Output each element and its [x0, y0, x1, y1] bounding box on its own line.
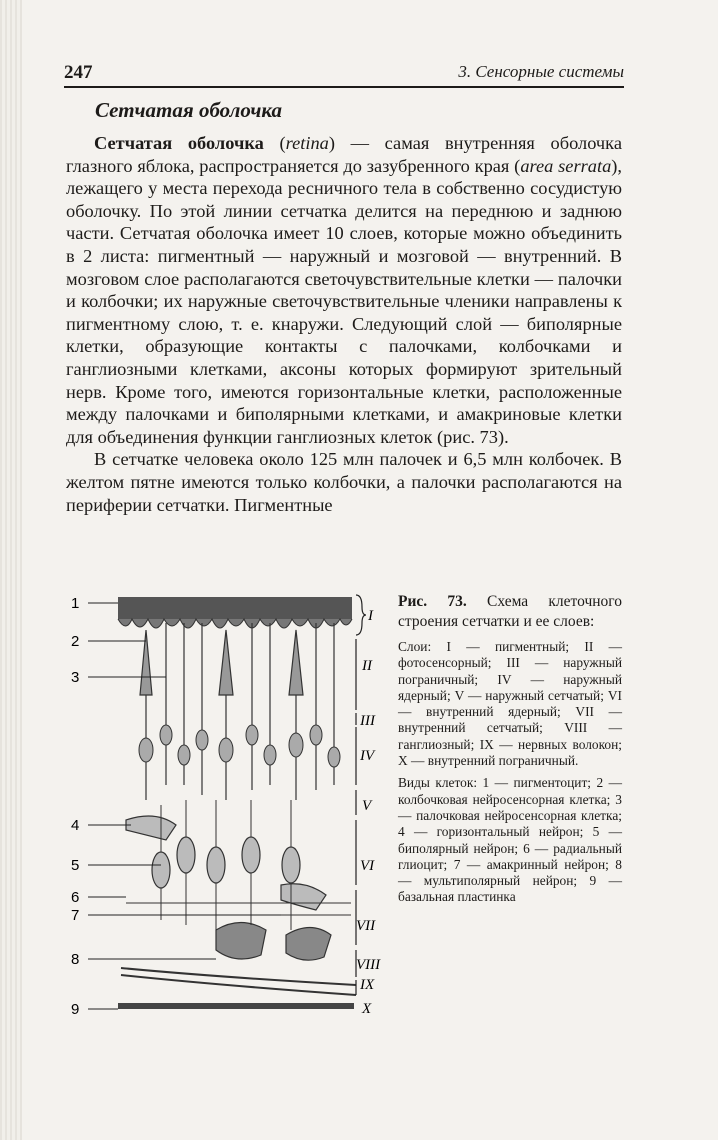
outer-nuclear-cells: [139, 725, 340, 767]
latin-term-2: area serrata: [520, 155, 612, 176]
layer-label-IV: IV: [360, 748, 375, 764]
layer-label-III: III: [360, 713, 375, 729]
photoreceptor-cells: [140, 623, 334, 800]
label-1: 1: [71, 595, 80, 612]
label-6: 6: [71, 889, 80, 906]
label-2: 2: [71, 633, 80, 650]
paragraph-1: Сетчатая оболочка (retina) — самая внутренняя оболочка глазного яблока, распространяется до зазубренного края (area serrata), лежащего у места перехода ресничного тела в собственно сосудистую оболочку. По этой линии сетчатка делится на переднюю и заднюю части. Сетчатая оболочка имеет 10 слоев, которые можно объединить в 2 листа: пигментный — наружный и мозговой — внутренний. В мозговом слое располагаются светочувствительные клетки — палочки и колбочки; их наружные светочувствительные членики направлены к пигментному слою, т. е. кнаружи. Следующий слой — биполярные клетки, образующие контакты с палочками, колбочками и ганглиозными клетками, аксоны которых формируют зрительный нерв. Кроме того, имеются горизонтальные клетки, расположенные между палочками и биполярными клетками, и амакриновые клетки для объединения функции ганглиозных клеток (рис. 73).: [66, 133, 622, 447]
layer-label-II: II: [362, 658, 372, 674]
pigment-processes: [118, 619, 352, 628]
layer-label-V: V: [362, 798, 372, 814]
latin-term: retina: [285, 133, 329, 153]
body-text: [66, 132, 622, 516]
layer-label-IX: IX: [360, 977, 375, 993]
label-4: 4: [71, 817, 80, 834]
horizontal-neuron: [126, 816, 176, 840]
retina-diagram-svg: [66, 585, 400, 1025]
paragraph-2: В сетчатке человека около 125 млн палочек и 6,5 млн колбочек. В желтом пятне имеются только колбочки, а палочки располагаются на периферии сетчатки. Пигментные: [66, 449, 622, 515]
label-3: 3: [71, 669, 80, 686]
label-9: 9: [71, 1001, 80, 1018]
cone-cell: [219, 630, 233, 695]
label-5: 5: [71, 857, 80, 874]
caption-title: [398, 592, 622, 631]
cell-labels: [71, 595, 79, 1018]
running-title: 3. Сенсорные системы: [458, 62, 624, 81]
layer-label-VI: VI: [360, 858, 375, 874]
amacrine-neuron: [281, 884, 326, 910]
page-header: [64, 62, 624, 88]
retina-diagram: [66, 585, 400, 1025]
layer-labels: [356, 608, 381, 1017]
figure-caption: [398, 592, 622, 912]
paragraph-1-text-b: ), лежащего у места перехода ресничного тела в собственно сосудистую оболочку. По этой линии сетчатка делится на переднюю и заднюю части. Сетчатая оболочка имеет 10 слоев, которые можно объединить в 2 листа: пигментный — наружный и мозговой — внутренний. В мозговом слое располагаются светочувствительные клетки — палочки и колбочки; их наружные светочувствительные членики направлены к пигментному слою, т. е. кнаружи. Следующий слой — биполярные клетки, образующие контакты с палочками, колбочками и ганглиозными клетками, аксоны которых формируют зрительный нерв. Кроме того, имеются горизонтальные клетки, расположенные между палочками и биполярными клетками, и амакриновые клетки для объединения функции ганглиозных клеток (рис. 73).: [66, 155, 622, 447]
nerve-fiber-layer: [121, 968, 356, 995]
page-number: 247: [64, 62, 93, 83]
term-retina: Сетчатая оболочка: [94, 133, 264, 153]
label-7: 7: [71, 907, 80, 924]
rod-cells: [166, 623, 334, 795]
layer-label-VIII: VIII: [356, 957, 381, 973]
figure-number: Рис. 73.: [398, 593, 467, 610]
label-8: 8: [71, 951, 80, 968]
section-title: Сетчатая оболочка: [95, 98, 283, 122]
caption-layers: Слои: I — пигментный; II — фотосенсорный; III — наружный пограничный; IV — наружный ядерный; V — наружный сетчатый; VI — внутренний ядерный; VII — внутренний сетчатый; VIII — ганглиозный; IX — нервных волокон; X — внутренний пограничный.: [398, 639, 622, 769]
layer-brackets: [356, 595, 366, 995]
caption-cells: Виды клеток: 1 — пигментоцит; 2 — колбочковая нейросенсорная клетка; 3 — палочковая нейросенсорная клетка; 4 — горизонтальный нейрон; 5 — биполярный нейрон; 6 — радиальный глиоцит; 7 — амакринный нейрон; 8 — мультиполярный нейрон; 9 — базальная пластинка: [398, 775, 622, 905]
ganglion-neuron: [286, 928, 331, 961]
layer-label-X: X: [362, 1001, 372, 1017]
layer-label-I: I: [368, 608, 373, 624]
pigment-layer: [118, 597, 352, 619]
layer-label-VII: VII: [356, 918, 376, 934]
ganglion-neuron: [216, 923, 266, 960]
cone-cell: [140, 630, 152, 695]
paragraph-1-text-a: — самая внутренняя оболочка глазного яблока, распространяется до зазубренного края (: [66, 133, 622, 176]
cone-cell: [289, 630, 303, 695]
caption-title-text: Схема клеточного строения сетчатки и ее слоев:: [398, 593, 623, 630]
scan-gutter: [0, 0, 22, 1140]
inner-cells: [126, 816, 331, 960]
basal-lamina: [118, 1003, 354, 1009]
